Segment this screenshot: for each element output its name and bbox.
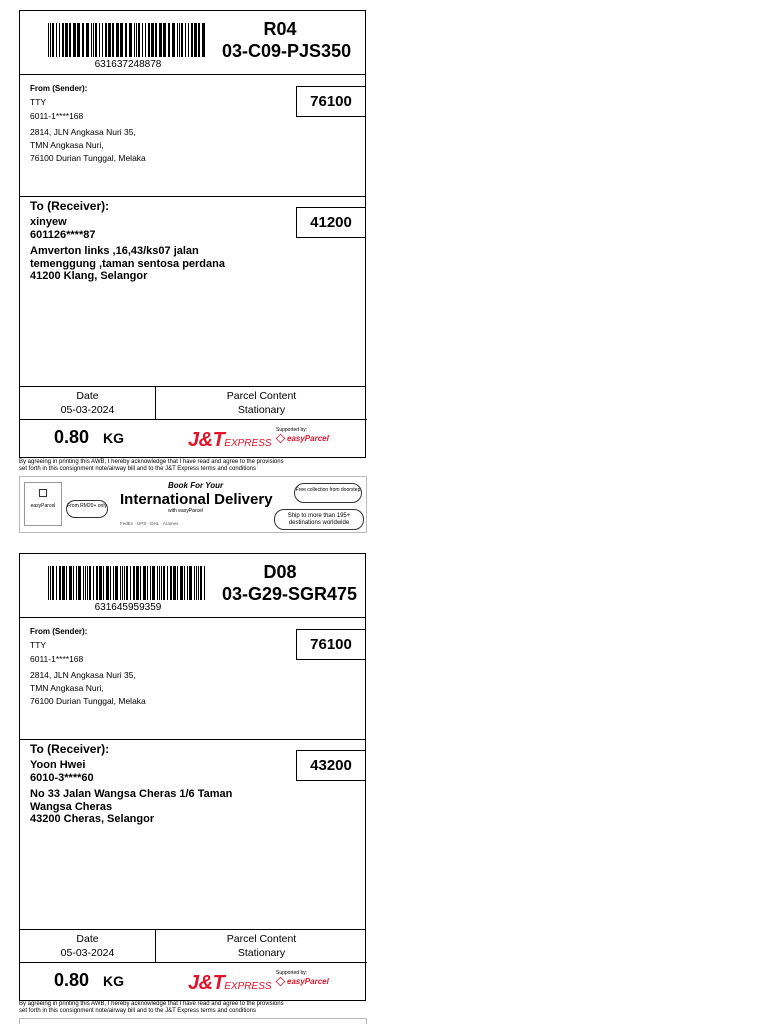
banner-price-pill: From RM20+ only xyxy=(66,500,108,518)
date-label: Date xyxy=(76,933,99,945)
banner-book: Book For Your xyxy=(168,481,224,490)
disclaimer-1 xyxy=(19,459,359,472)
sender-address-line: 2814, JLN Angkasa Nuri 35, xyxy=(30,127,136,137)
sender-address-line: 76100 Durian Tunggal, Melaka xyxy=(30,696,146,706)
parcel-content-value: Stationary xyxy=(237,947,286,959)
route-code: 03-G29-SGR475 xyxy=(222,584,358,604)
sender-postcode: 76100 xyxy=(296,629,366,660)
courier-logo xyxy=(188,429,272,452)
parcel-weight xyxy=(54,970,124,991)
receiver-address-line: No 33 Jalan Wangsa Cheras 1/6 Taman xyxy=(30,788,233,800)
label-header xyxy=(20,11,365,75)
partner-logo xyxy=(276,977,329,986)
promo-banner xyxy=(19,476,367,533)
banner-with: with easyParcel xyxy=(168,508,204,514)
parcel-content-cell xyxy=(156,387,367,420)
partner-name: easyParcel xyxy=(287,977,329,986)
disclaimer-line: set forth in this consignment note/airway bill and to the J&T Express terms and conditions xyxy=(19,1007,257,1014)
receiver-address xyxy=(30,245,290,283)
route-code: 03-C09-PJS350 xyxy=(222,41,352,61)
sender-phone: 6011-1****168 xyxy=(30,111,84,121)
receiver-name: xinyew xyxy=(30,216,67,228)
date-value: 05-03-2024 xyxy=(60,404,115,416)
receiver-name: Yoon Hwei xyxy=(30,759,86,771)
promo-banner-partial xyxy=(19,1018,367,1024)
receiver-title: To (Receiver): xyxy=(30,199,110,213)
sender-address xyxy=(30,669,146,708)
parcel-content-cell xyxy=(156,930,367,963)
sort-code: D08 xyxy=(263,562,297,582)
parcel-weight xyxy=(54,427,124,448)
parcel-cube-icon xyxy=(276,434,286,444)
shipping-label-1 xyxy=(19,10,366,458)
date-label: Date xyxy=(76,390,99,402)
parcel-cube-icon xyxy=(276,977,286,987)
disclaimer-line: By agreeing in printing this AWB, I hereby acknowledge that I have read and agree to the provisions xyxy=(19,1001,284,1007)
banner-brand-box xyxy=(24,482,62,526)
sender-title: From (Sender): xyxy=(30,627,88,636)
parcel-box-icon xyxy=(39,489,47,497)
courier-name: J&T xyxy=(188,972,225,994)
weight-unit: KG xyxy=(103,973,125,989)
sort-code: R04 xyxy=(263,19,297,39)
disclaimer-line: set forth in this consignment note/airway bill and to the J&T Express terms and conditions xyxy=(19,465,257,472)
sender-address xyxy=(30,126,146,165)
receiver-phone: 6010-3****60 xyxy=(30,772,94,784)
supported-by: Supported by: xyxy=(276,427,308,433)
sender-title: From (Sender): xyxy=(30,84,88,93)
sender-name: TTY xyxy=(30,640,47,650)
receiver-address-line: 43200 Cheras, Selangor xyxy=(30,813,155,825)
sender-address-line: TMN Angkasa Nuri, xyxy=(30,140,104,150)
disclaimer-2 xyxy=(19,1001,359,1014)
weight-value: 0.80 xyxy=(54,970,90,990)
receiver-address-line: Wangsa Cheras xyxy=(30,800,113,813)
receiver-phone: 601126****87 xyxy=(30,229,96,241)
banner-bubble-collection: Free collection from doorstep xyxy=(294,483,362,503)
receiver-postcode: 41200 xyxy=(296,207,366,238)
sender-address-line: 2814, JLN Angkasa Nuri 35, xyxy=(30,670,136,680)
receiver-address-line: 41200 Klang, Selangor xyxy=(30,270,148,282)
weight-value: 0.80 xyxy=(54,427,90,447)
barcode-number: 631645959359 xyxy=(94,602,162,613)
receiver-section xyxy=(20,197,365,387)
barcode xyxy=(48,566,208,600)
courier-name: J&T xyxy=(188,429,225,451)
sender-section xyxy=(20,618,365,740)
parcel-content-label: Parcel Content xyxy=(226,390,297,402)
receiver-section xyxy=(20,740,365,930)
sender-section xyxy=(20,75,365,197)
shipping-label-2 xyxy=(19,553,366,1001)
sender-address-line: TMN Angkasa Nuri, xyxy=(30,683,104,693)
receiver-postcode: 43200 xyxy=(296,750,366,781)
date-value: 05-03-2024 xyxy=(60,947,115,959)
receiver-address-line: Amverton links ,16,43/ks07 jalan xyxy=(30,245,199,257)
receiver-address-line: temenggung ,taman sentosa perdana xyxy=(30,257,225,270)
sender-address-line: 76100 Durian Tunggal, Melaka xyxy=(30,153,146,163)
partner-logo xyxy=(276,434,329,443)
weight-unit: KG xyxy=(103,430,125,446)
supported-by: Supported by: xyxy=(276,970,308,976)
date-cell xyxy=(20,930,156,963)
disclaimer-line: By agreeing in printing this AWB, I hereby acknowledge that I have read and agree to the provisions xyxy=(19,459,284,465)
courier-sub: EXPRESS xyxy=(224,438,272,449)
label-header xyxy=(20,554,365,618)
sender-phone: 6011-1****168 xyxy=(30,654,84,664)
receiver-title: To (Receiver): xyxy=(30,742,110,756)
receiver-address xyxy=(30,788,290,826)
parcel-content-label: Parcel Content xyxy=(226,933,297,945)
banner-brand: easyParcel xyxy=(30,503,56,509)
barcode-number: 631637248878 xyxy=(94,59,162,70)
sender-postcode: 76100 xyxy=(296,86,366,117)
courier-sub: EXPRESS xyxy=(224,981,272,992)
banner-brand-logos: FedEx · UPS · DHL · Aramex xyxy=(120,521,179,526)
banner-headline: International Delivery xyxy=(120,491,273,508)
parcel-content-value: Stationary xyxy=(237,404,286,416)
courier-logo xyxy=(188,972,272,995)
date-cell xyxy=(20,387,156,420)
partner-name: easyParcel xyxy=(287,434,329,443)
banner-bubble-destinations: Ship to more than 195+ destinations worldwide xyxy=(274,509,364,530)
sender-name: TTY xyxy=(30,97,47,107)
barcode xyxy=(48,23,208,57)
